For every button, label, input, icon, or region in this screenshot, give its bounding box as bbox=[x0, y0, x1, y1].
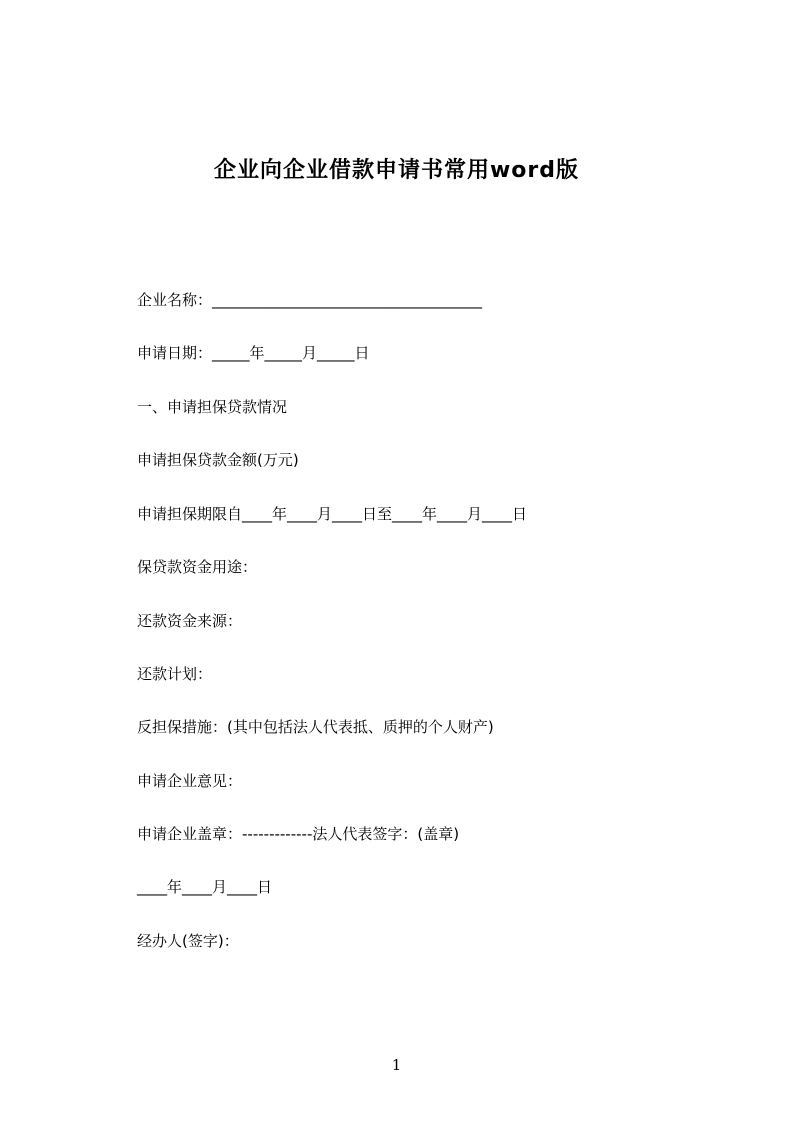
application-date-line: 申请日期：_____年_____月_____日 bbox=[137, 344, 370, 362]
company-name-line: 企业名称：____________________________________ bbox=[137, 291, 483, 309]
signature-date-line: ____年____月____日 bbox=[137, 878, 273, 896]
counter-guarantee-line: 反担保措施：(其中包括法人代表抵、质押的个人财产) bbox=[137, 718, 494, 736]
repayment-plan-line: 还款计划： bbox=[137, 665, 213, 683]
loan-purpose-line: 保贷款资金用途： bbox=[137, 558, 258, 576]
company-opinion-line: 申请企业意见： bbox=[137, 772, 243, 790]
loan-amount-line: 申请担保贷款金额(万元) bbox=[137, 451, 299, 469]
section-heading-loan-status: 一、申请担保贷款情况 bbox=[137, 398, 288, 416]
guarantee-period-line: 申请担保期限自____年____月____日至____年____月____日 bbox=[137, 505, 528, 523]
page-number: 1 bbox=[391, 1056, 402, 1074]
company-seal-line: 申请企业盖章：-------------法人代表签字：(盖章) bbox=[137, 825, 460, 843]
document-title: 企业向企业借款申请书常用word版 bbox=[213, 157, 580, 183]
handler-signature-line: 经办人(签字)： bbox=[137, 932, 239, 950]
repayment-source-line: 还款资金来源： bbox=[137, 612, 243, 630]
